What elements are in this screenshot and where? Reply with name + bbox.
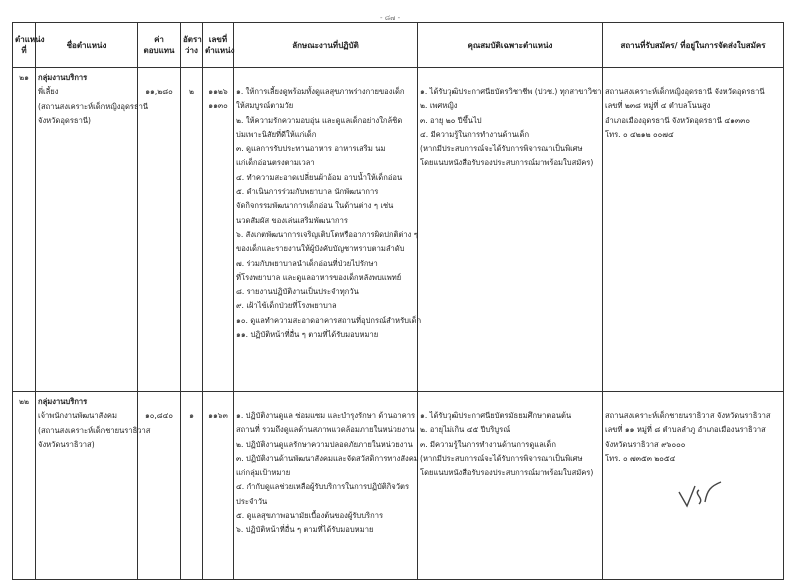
header-salary: ค่าตอบแทน [138, 23, 181, 68]
duties-line: ๒. ให้ความรักความอบอุ่น และดูแลเด็กอย่างใกล้ชิด [236, 115, 403, 125]
salary: ๑๑,๒๘๐ [138, 68, 181, 392]
salary: ๑๐,๘๔๐ [138, 392, 181, 580]
position-order: ๒๒ [13, 392, 36, 580]
qualifications-line: ๒. เพศหญิง [420, 101, 458, 111]
duties-line: ที่โรงพยาบาล และดูแลอาหารของเด็กหลังพบแพทย์ [236, 272, 402, 282]
duties-line: ๑. ปฏิบัติงานดูแล ซ่อมแซม และบำรุงรักษา ด้านอาคาร [236, 411, 416, 420]
header-qualifications: คุณสมบัติเฉพาะตำแหน่ง [418, 23, 603, 68]
duties-line: แก่กลุ่มเป้าหมาย [236, 468, 291, 478]
duties-line: บ่มเพาะนิสัยที่ดีให้แก่เด็ก [236, 129, 317, 139]
duties-line: สถานที่ รวมถึงดูแลด้านสภาพแวดล้อมภายในหน่วยงาน [236, 425, 415, 435]
duties-line: จัดกิจกรรมพัฒนาการเด็กอ่อน ในด้านต่าง ๆ เช่น [236, 201, 394, 211]
qualifications [418, 68, 603, 392]
job-title: เจ้าพนักงานพัฒนาสังคม [38, 411, 118, 421]
application-place-line: สถานสงเคราะห์เด็กชายนราธิวาส จังหวัดนราธิวาส [605, 411, 771, 420]
duties-line: ประจำวัน [236, 496, 268, 506]
qualifications-line: ๑. ได้รับวุฒิประกาศนียบัตรวิชาชีพ (ปวช.) ทุกสาขาวิชา [420, 87, 602, 96]
position-number [203, 392, 234, 580]
job-table [12, 22, 784, 580]
qualifications-line: (หากมีประสบการณ์จะได้รับการพิจารณาเป็นพิเศษ [420, 453, 583, 463]
application-place-line: โทร. ๐ ๗๓๕๓ ๒๐๕๔ [605, 453, 676, 463]
duties-line: ๕. ดูแลสุขภาพอนามัยเบื้องต้นของผู้รับบริการ [236, 511, 384, 521]
duties-line: ๑๑. ปฏิบัติหน้าที่อื่น ๆ ตามที่ได้รับมอบหมาย [236, 330, 379, 340]
position-number-line: ๑๑๖๓ [208, 411, 228, 420]
job-group: กลุ่มงานบริการ [38, 73, 88, 82]
job-title: พี่เลี้ยง [38, 87, 59, 97]
duties-line: ๑. ให้การเลี้ยงดูพร้อมทั้งดูแลสุขภาพร่างกายของเด็ก [236, 87, 405, 96]
table-row [13, 392, 784, 580]
duties [234, 68, 422, 392]
duties-line: ๖. สังเกตพัฒนาการเจริญเติบโตหรืออาการผิดปกติต่าง ๆ [236, 229, 418, 239]
application-place [603, 68, 784, 392]
qualifications-line: ๑. ได้รับวุฒิประกาศนียบัตรมัธยมศึกษาตอนต้น [420, 411, 572, 420]
vacancy: ๒ [181, 68, 203, 392]
header-vacancy: อัตราว่าง [181, 23, 203, 68]
duties-line: ให้สมบูรณ์ตามวัย [236, 101, 294, 111]
duties-line: ๑๐. ดูแลทำความสะอาดอาคารสถานที่อุปกรณ์สำหรับเด็ก [236, 315, 422, 325]
qualifications-line: ๓. มีความรู้ในการทำงานด้านการดูแลเด็ก [420, 439, 556, 449]
duties-line: ๒. ปฏิบัติงานดูแลรักษาความปลอดภัยภายในหน่วยงาน [236, 439, 413, 449]
header-name: ชื่อตำแหน่ง [36, 23, 138, 68]
application-place-line: อำเภอเมืองอุดรธานี จังหวัดอุดรธานี ๔๑๓๓๐ [605, 115, 750, 125]
qualifications-line: ๒. อายุไม่เกิน ๔๕ ปีบริบูรณ์ [420, 425, 511, 435]
table-row [13, 68, 784, 392]
qualifications-line: ๓. อายุ ๒๐ ปีขึ้นไป [420, 115, 482, 125]
signature [675, 472, 725, 512]
organization: (สถานสงเคราะห์เด็กชายนราธิวาส [38, 425, 151, 435]
position-name-cell [36, 392, 151, 580]
header-position-no: เลขที่ตำแหน่ง [203, 23, 234, 68]
organization: (สถานสงเคราะห์เด็กหญิงอุดรธานี [38, 101, 149, 111]
position-name-cell [36, 68, 149, 392]
qualifications-line: (หากมีประสบการณ์จะได้รับการพิจารณาเป็นพิเศษ [420, 144, 583, 154]
application-place-line: เลขที่ ๒๓๘ หมู่ที่ ๔ ตำบลโนนสูง [605, 101, 711, 111]
qualifications [418, 392, 603, 580]
duties-line: แก่เด็กอ่อนตรงตามเวลา [236, 158, 315, 168]
duties-line: ๓. ดูแลการรับประทานอาหาร อาหารเสริม นม [236, 144, 386, 154]
duties-line: ของเด็กและรายงานให้ผู้บังคับบัญชาทราบตามลำดับ [236, 244, 405, 254]
header-row [13, 23, 784, 68]
duties-line: ๔. ทำความสะอาดเปลี่ยนผ้าอ้อม อาบน้ำให้เด็กอ่อน [236, 172, 403, 182]
duties-line: ๙. เฝ้าไข้เด็กป่วยที่โรงพยาบาล [236, 301, 337, 311]
position-number-line: ๑๑๒๖ [208, 87, 228, 96]
job-group: กลุ่มงานบริการ [38, 397, 88, 406]
duties-line: นวดสัมผัส ของเล่นเสริมพัฒนาการ [236, 215, 349, 225]
header-no: ตำแหน่งที่ [13, 23, 36, 68]
duties-line: ๓. ปฏิบัติงานด้านพัฒนาสังคมและจัดสวัสดิการทางสังคม [236, 453, 419, 463]
organization: จังหวัดอุดรธานี) [38, 115, 91, 125]
qualifications-line: โดยแนบหนังสือรับรองประสบการณ์มาพร้อมใบสมัคร) [420, 468, 594, 478]
organization: จังหวัดนราธิวาส) [38, 439, 95, 449]
duties [234, 392, 418, 580]
qualifications-line: ๔. มีความรู้ในการทำงานด้านเด็ก [420, 129, 530, 139]
position-number [203, 68, 234, 392]
vacancy: ๑ [181, 392, 203, 580]
application-place-line: จังหวัดนราธิวาส ๙๖๐๐๐ [605, 439, 686, 449]
qualifications-line: โดยแนบหนังสือรับรองประสบการณ์มาพร้อมใบสมัคร) [420, 158, 594, 168]
duties-line: ๗. ร่วมกับพยาบาลนำเด็กอ่อนที่ป่วยไปรักษา [236, 258, 378, 268]
duties-line: ๔. กำกับดูแลช่วยเหลือผู้รับบริการในการปฏิบัติกิจวัตร [236, 482, 410, 492]
application-place-line: โทร. ๐ ๔๒๑๒ ๐๐๗๔ [605, 129, 674, 139]
application-place-line: เลขที่ ๑๑ หมู่ที่ ๘ ตำบลลำภู อำเภอเมืองนราธิวาส [605, 425, 766, 435]
page-number: - ๘๗ - [380, 14, 401, 22]
application-place-line: สถานสงเคราะห์เด็กหญิงอุดรธานี จังหวัดอุดรธานี [605, 87, 765, 96]
position-order: ๒๑ [13, 68, 36, 392]
position-number-line: ๑๑๓๐ [208, 101, 228, 111]
header-duties: ลักษณะงานที่ปฏิบัติ [234, 23, 418, 68]
duties-line: ๘. รายงานปฏิบัติงานเป็นประจำทุกวัน [236, 287, 359, 297]
duties-line: ๖. ปฏิบัติหน้าที่อื่น ๆ ตามที่ได้รับมอบหมาย [236, 525, 374, 535]
duties-line: ๕. ดำเนินการร่วมกับพยาบาล นักพัฒนาการ [236, 187, 379, 197]
header-place: สถานที่รับสมัคร/ ที่อยู่ในการจัดส่งใบสมัคร [603, 23, 784, 68]
